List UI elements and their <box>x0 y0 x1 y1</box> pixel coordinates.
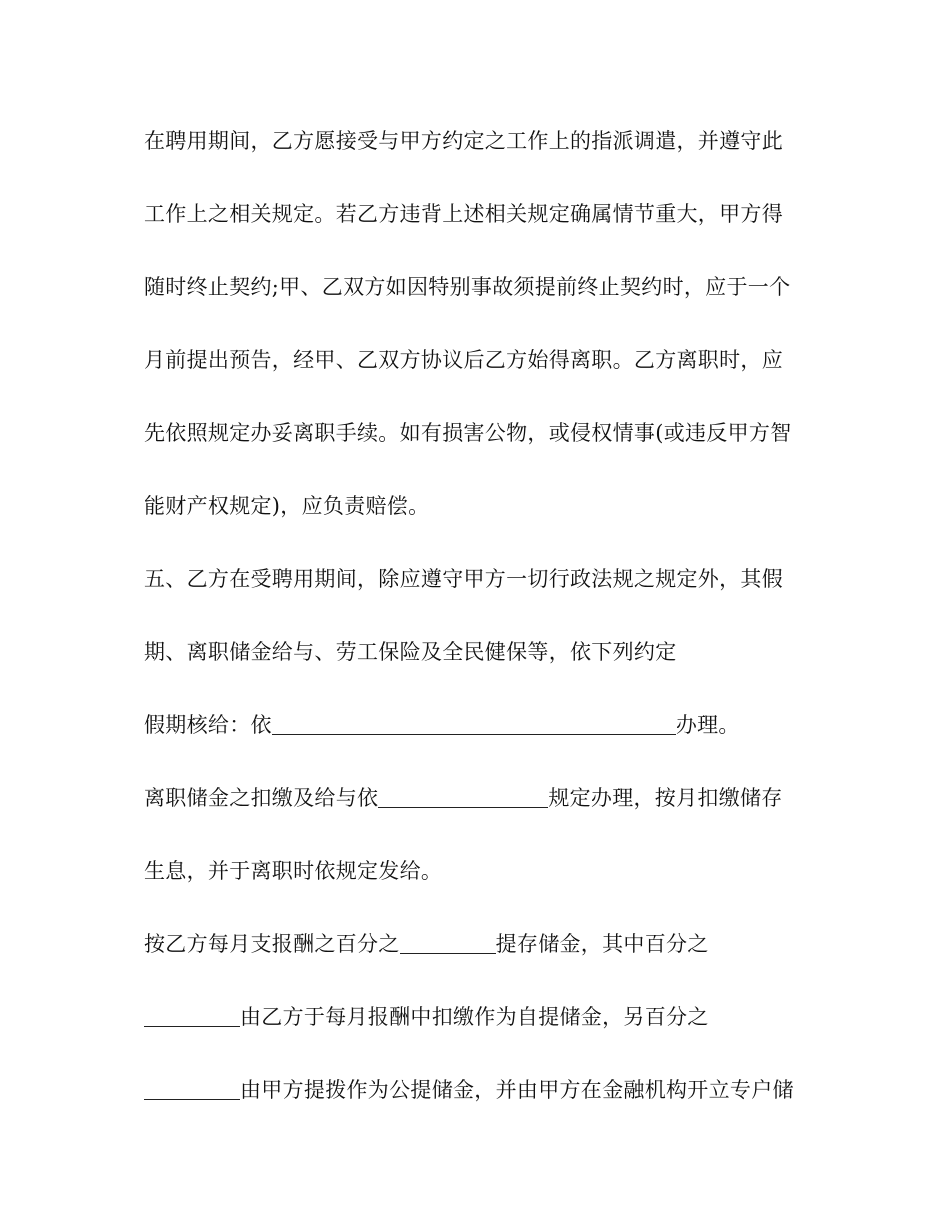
holiday-line <box>144 709 814 741</box>
clause-five-line-1: 五、乙方在受聘用期间，除应遵守甲方一切行政法规之规定外，其假 <box>144 567 783 591</box>
deposit-suffix: 提存储金，其中百分之 <box>495 932 709 956</box>
holiday-blank-field[interactable] <box>272 712 676 735</box>
savings-prefix: 离职储金之扣缴及给与依 <box>144 786 379 810</box>
self-deposit-percent-blank[interactable] <box>144 1004 240 1027</box>
employer-deposit-percent-blank[interactable] <box>144 1077 240 1100</box>
self-deposit-suffix: 由乙方于每月报酬中扣缴作为自提储金，另百分之 <box>240 1005 709 1029</box>
savings-line <box>144 782 814 814</box>
savings-blank-field[interactable] <box>378 785 548 808</box>
deposit-line <box>144 928 814 960</box>
paragraph-line-3: 随时终止契约;甲、乙双方如因特别事故须提前终止契约时，应于一个 <box>144 275 791 299</box>
deposit-prefix: 按乙方每月支报酬之百分之 <box>144 932 400 956</box>
deposit-percent-blank[interactable] <box>400 931 496 954</box>
self-deposit-line <box>144 1001 814 1033</box>
clause-five-line-2: 期、离职储金给与、劳工保险及全民健保等，依下列约定 <box>144 640 677 664</box>
paragraph-line-6: 能财产权规定)，应负责赔偿。 <box>144 494 430 518</box>
holiday-suffix: 办理。 <box>675 713 740 737</box>
paragraph-line-2: 工作上之相关规定。若乙方违背上述相关规定确属情节重大，甲方得 <box>144 202 783 226</box>
employer-deposit-line <box>144 1074 814 1106</box>
interest-line: 生息，并于离职时依规定发给。 <box>144 859 443 883</box>
savings-suffix: 规定办理，按月扣缴储存 <box>548 786 783 810</box>
paragraph-line-5: 先依照规定办妥离职手续。如有损害公物，或侵权情事(或违反甲方智 <box>144 421 792 445</box>
paragraph-line-1: 在聘用期间，乙方愿接受与甲方约定之工作上的指派调遣，并遵守此 <box>144 129 783 153</box>
holiday-prefix: 假期核给：依 <box>144 713 272 737</box>
paragraph-line-4: 月前提出预告，经甲、乙双方协议后乙方始得离职。乙方离职时，应 <box>144 348 783 372</box>
employer-deposit-suffix: 由甲方提拨作为公提储金，并由甲方在金融机构开立专户储 <box>240 1078 794 1102</box>
